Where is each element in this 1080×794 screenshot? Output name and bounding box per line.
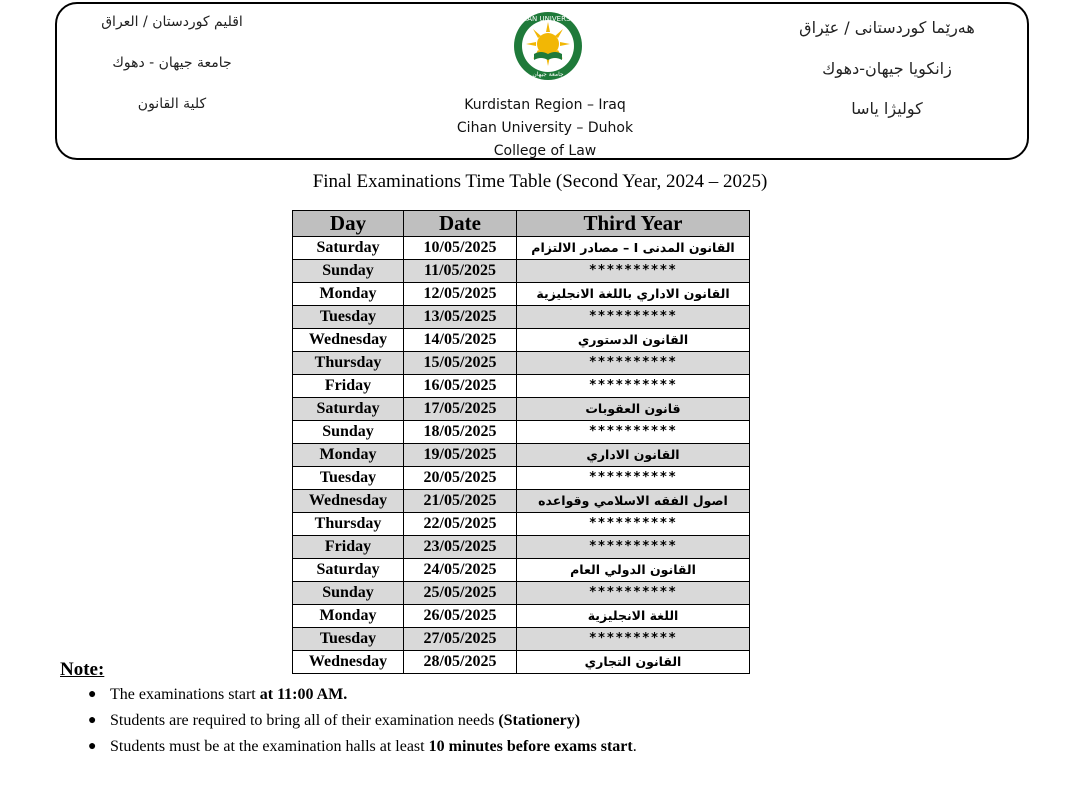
subject-cell: ********** xyxy=(517,513,750,536)
note-item xyxy=(88,710,637,736)
table-row xyxy=(293,375,750,398)
day-cell: Sunday xyxy=(293,260,404,283)
date-cell: 15/05/2025 xyxy=(404,352,517,375)
day-cell: Tuesday xyxy=(293,628,404,651)
table-row xyxy=(293,536,750,559)
note-text: The examinations start xyxy=(110,686,260,703)
subject-cell: القانون التجاري xyxy=(517,651,750,674)
table-row xyxy=(293,260,750,283)
table-row xyxy=(293,628,750,651)
subject-cell: ********** xyxy=(517,536,750,559)
exam-timetable xyxy=(292,210,750,674)
subject-cell: القانون الدستوري xyxy=(517,329,750,352)
subject-cell: ********** xyxy=(517,306,750,329)
day-cell: Sunday xyxy=(293,421,404,444)
note-tail: . xyxy=(632,738,637,755)
subject-cell: ********** xyxy=(517,260,750,283)
subject-cell: ********** xyxy=(517,352,750,375)
note-item xyxy=(88,736,637,762)
svg-text:جامعة جيهان: جامعة جيهان xyxy=(532,71,564,78)
day-cell: Monday xyxy=(293,283,404,306)
header-center-line-3: College of Law xyxy=(493,143,597,159)
date-cell: 21/05/2025 xyxy=(404,490,517,513)
header-left-line-2: جامعة جيهان - دهوك xyxy=(112,55,232,71)
header-right-line-3: كوليژا ياسا xyxy=(851,99,923,118)
day-cell: Thursday xyxy=(293,352,404,375)
subject-cell: ********** xyxy=(517,375,750,398)
day-cell: Wednesday xyxy=(293,329,404,352)
date-cell: 28/05/2025 xyxy=(404,651,517,674)
table-row xyxy=(293,283,750,306)
date-cell: 23/05/2025 xyxy=(404,536,517,559)
table-row xyxy=(293,513,750,536)
header-right-line-1: هەرێما کوردستانى / عێراق xyxy=(799,18,975,37)
table-row xyxy=(293,582,750,605)
table-row xyxy=(293,237,750,260)
notes-list xyxy=(88,684,637,762)
date-cell: 27/05/2025 xyxy=(404,628,517,651)
table-row xyxy=(293,329,750,352)
open-book-sunburst-logo-icon xyxy=(490,10,606,82)
date-cell: 20/05/2025 xyxy=(404,467,517,490)
subject-cell: القانون المدنى I – مصادر الالتزام xyxy=(517,237,750,260)
column-header-third-year: Third Year xyxy=(517,211,750,237)
note-text: Students must be at the examination halls at least xyxy=(110,738,429,755)
table-row xyxy=(293,352,750,375)
day-cell: Tuesday xyxy=(293,306,404,329)
table-row xyxy=(293,467,750,490)
date-cell: 26/05/2025 xyxy=(404,605,517,628)
note-emphasis: at 11:00 AM. xyxy=(259,686,348,703)
bullet-icon: ● xyxy=(88,713,97,728)
svg-text:CIHAN UNIVERSITY: CIHAN UNIVERSITY xyxy=(514,15,582,23)
header-left-line-1: اقليم كوردستان / العراق xyxy=(101,14,243,30)
page-title: Final Examinations Time Table (Second Year, 2024 – 2025) xyxy=(312,171,768,192)
day-cell: Friday xyxy=(293,536,404,559)
bullet-icon: ● xyxy=(88,687,97,702)
subject-cell: ********** xyxy=(517,421,750,444)
subject-cell: القانون الاداري xyxy=(517,444,750,467)
day-cell: Friday xyxy=(293,375,404,398)
table-header-row xyxy=(293,211,750,237)
day-cell: Saturday xyxy=(293,398,404,421)
date-cell: 24/05/2025 xyxy=(404,559,517,582)
table-row xyxy=(293,490,750,513)
date-cell: 19/05/2025 xyxy=(404,444,517,467)
table-row xyxy=(293,398,750,421)
table-row xyxy=(293,306,750,329)
date-cell: 22/05/2025 xyxy=(404,513,517,536)
header-center-line-1: Kurdistan Region – Iraq xyxy=(464,97,626,113)
date-cell: 16/05/2025 xyxy=(404,375,517,398)
day-cell: Thursday xyxy=(293,513,404,536)
subject-cell: قانون العقوبات xyxy=(517,398,750,421)
date-cell: 25/05/2025 xyxy=(404,582,517,605)
table-row xyxy=(293,421,750,444)
university-logo xyxy=(490,10,606,82)
day-cell: Wednesday xyxy=(293,490,404,513)
header-right-line-2: زانكويا جيهان-دهوك xyxy=(822,59,952,78)
date-cell: 14/05/2025 xyxy=(404,329,517,352)
note-text: Students are required to bring all of their examination needs xyxy=(110,712,499,729)
note-emphasis: 10 minutes before exams start xyxy=(428,738,633,755)
subject-cell: اصول الفقه الاسلامي وقواعده xyxy=(517,490,750,513)
subject-cell: ********** xyxy=(517,582,750,605)
date-cell: 17/05/2025 xyxy=(404,398,517,421)
day-cell: Saturday xyxy=(293,237,404,260)
subject-cell: القانون الدولي العام xyxy=(517,559,750,582)
date-cell: 10/05/2025 xyxy=(404,237,517,260)
header-left-line-3: كلية القانون xyxy=(137,96,207,112)
day-cell: Monday xyxy=(293,605,404,628)
note-item xyxy=(88,684,637,710)
day-cell: Sunday xyxy=(293,582,404,605)
date-cell: 13/05/2025 xyxy=(404,306,517,329)
subject-cell: ********** xyxy=(517,628,750,651)
bullet-icon: ● xyxy=(88,739,97,754)
subject-cell: اللغة الانجليزية xyxy=(517,605,750,628)
header-center-line-2: Cihan University – Duhok xyxy=(456,120,634,136)
day-cell: Saturday xyxy=(293,559,404,582)
note-emphasis: (Stationery) xyxy=(498,712,581,729)
column-header-date: Date xyxy=(404,211,517,237)
table-row xyxy=(293,605,750,628)
day-cell: Tuesday xyxy=(293,467,404,490)
day-cell: Wednesday xyxy=(293,651,404,674)
column-header-day: Day xyxy=(293,211,404,237)
table-row xyxy=(293,444,750,467)
subject-cell: ********** xyxy=(517,467,750,490)
table-row xyxy=(293,651,750,674)
subject-cell: القانون الاداري باللغة الانجليزية xyxy=(517,283,750,306)
note-label: Note: xyxy=(60,659,105,680)
date-cell: 11/05/2025 xyxy=(404,260,517,283)
day-cell: Monday xyxy=(293,444,404,467)
letterhead-frame xyxy=(55,2,1029,160)
date-cell: 12/05/2025 xyxy=(404,283,517,306)
table-row xyxy=(293,559,750,582)
date-cell: 18/05/2025 xyxy=(404,421,517,444)
